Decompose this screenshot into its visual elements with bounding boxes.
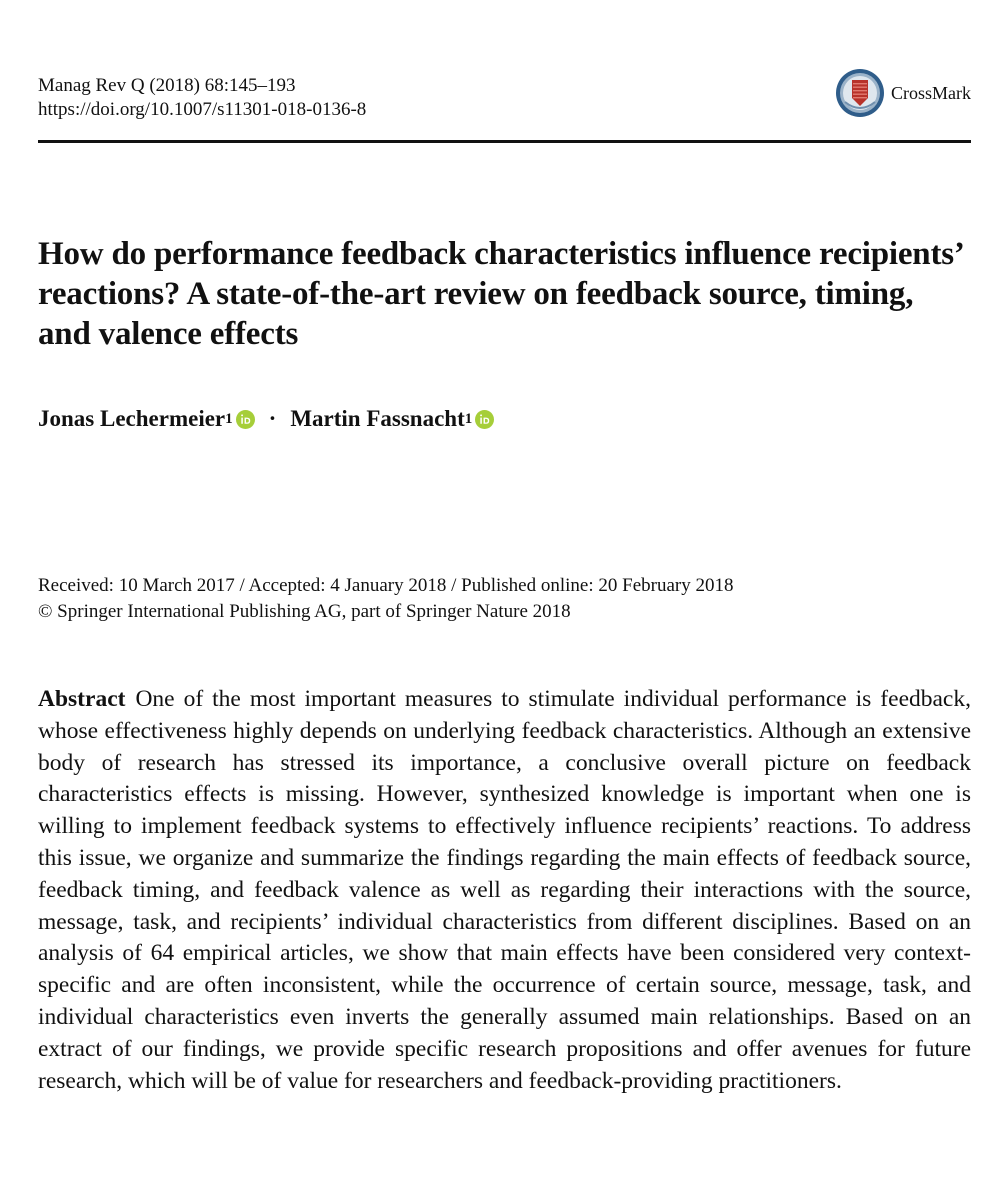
- abstract-text: One of the most important measures to stimulate individual performance is feedback, whose effectiveness highly depends on underlying feedback characteristics. Although an extensive body of research has stressed its importance, a conclusive overall picture on feedback characteristics effects is missing. However, synthesized knowledge is important when one is willing to implement feedback systems to effectively influence recipients’ reactions. To address this issue, we organize and summarize the findings regarding the main effects of feedback source, feedback timing, and feedback valence as well as regarding their interactions with the source, message, task, and recipients’ individual characteristics from different disciplines. Based on an analysis of 64 empirical articles, we show that main effects have been considered very context-specific and are often inconsistent, while the occurrence of certain source, message, task, and individual characteristics even inverts the generally assumed main relationships. Based on an extract of our findings, we provide specific research propositions and offer avenues for future research, which will be of value for researchers and feedback-providing practitioners.: [38, 686, 971, 1094]
- journal-citation: Manag Rev Q (2018) 68:145–193: [38, 75, 296, 96]
- orcid-icon[interactable]: [236, 410, 255, 429]
- publication-dates: Received: 10 March 2017 / Accepted: 4 January 2018 / Published online: 20 February 2018: [38, 575, 734, 596]
- crossmark-badge[interactable]: [835, 68, 971, 118]
- article-history: [38, 573, 733, 625]
- copyright-notice: © Springer International Publishing AG, part of Springer Nature 2018: [38, 601, 571, 622]
- header-rule: [38, 140, 971, 143]
- author-name[interactable]: Jonas Lechermeier: [38, 406, 226, 431]
- abstract: [38, 684, 971, 1097]
- orcid-icon[interactable]: [475, 410, 494, 429]
- article-title: How do performance feedback characteristics influence recipients’ reactions? A state-of-the-art review on feedback source, timing, and valence effects: [38, 236, 963, 352]
- author-list: Jonas Lechermeier 1 · Martin Fassnacht 1: [38, 403, 494, 435]
- crossmark-label: CrossMark: [891, 82, 971, 103]
- doi-link[interactable]: https://doi.org/10.1007/s11301-018-0136-8: [38, 99, 367, 120]
- crossmark-icon: [835, 68, 885, 118]
- abstract-label: Abstract: [38, 686, 126, 712]
- author-name[interactable]: Martin Fassnacht: [290, 406, 465, 431]
- journal-header: [38, 74, 971, 122]
- author-separator: ·: [268, 406, 277, 431]
